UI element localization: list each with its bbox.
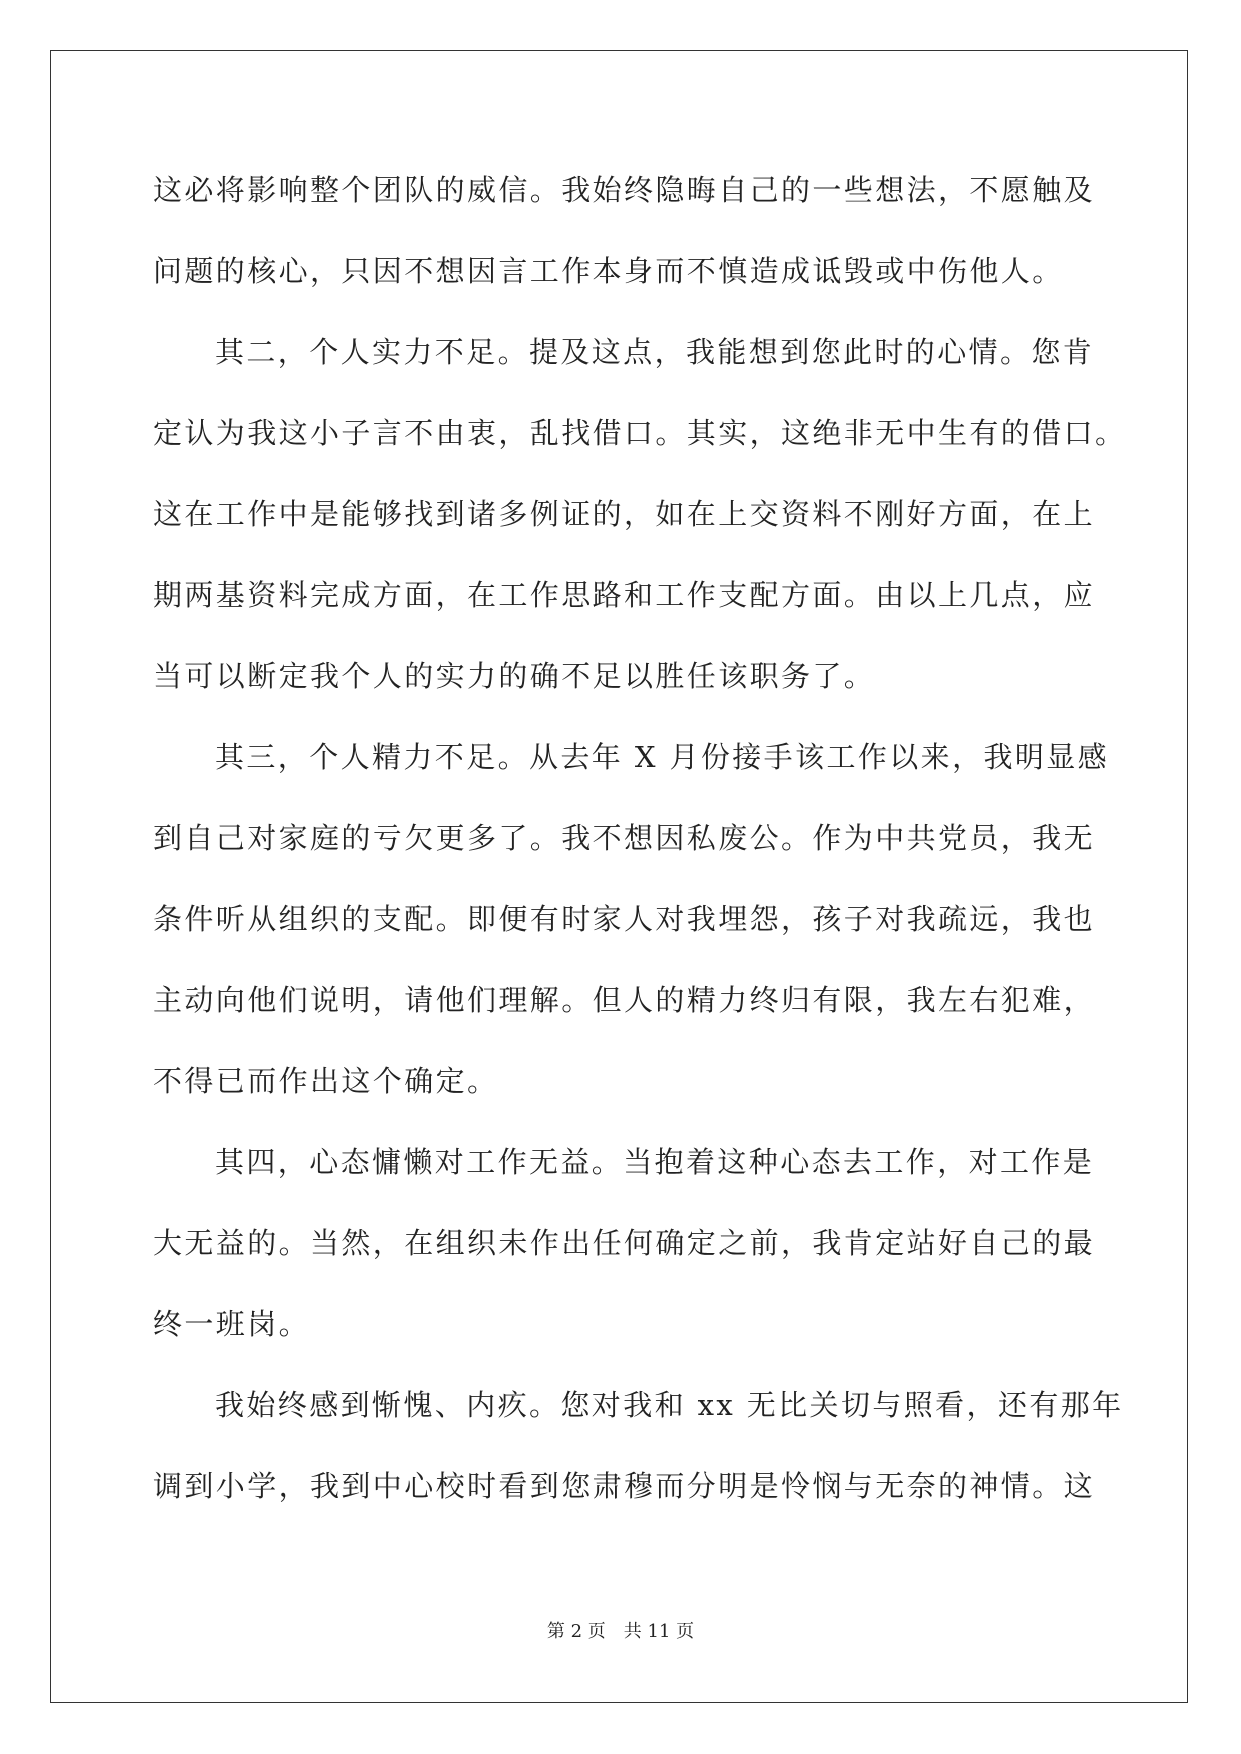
text-line: 大无益的。当然，在组织未作出任何确定之前，我肯定站好自己的最 <box>153 1226 1096 1260</box>
text-line: 调到小学，我到中心校时看到您肃穆而分明是怜悯与无奈的神情。这 <box>153 1469 1096 1503</box>
text-line: 终一班岗。 <box>153 1307 311 1341</box>
text-line: 这必将影响整个团队的威信。我始终隐晦自己的一些想法，不愿触及 <box>153 173 1096 207</box>
text-line: 条件听从组织的支配。即便有时家人对我埋怨，孩子对我疏远，我也 <box>153 902 1096 936</box>
text-line: 问题的核心，只因不想因言工作本身而不慎造成诋毁或中伤他人。 <box>153 254 1064 288</box>
text-line: 期两基资料完成方面，在工作思路和工作支配方面。由以上几点，应 <box>153 578 1096 612</box>
text-line: 定认为我这小子言不由衷，乱找借口。其实，这绝非无中生有的借口。 <box>153 416 1127 450</box>
text-line: 其二，个人实力不足。提及这点，我能想到您此时的心情。您肯 <box>215 335 1095 369</box>
text-line: 不得已而作出这个确定。 <box>153 1064 499 1098</box>
text-line: 当可以断定我个人的实力的确不足以胜任该职务了。 <box>153 659 876 693</box>
page-number-footer: 第 2 页 共 11 页 <box>546 1621 695 1642</box>
text-line: 我始终感到惭愧、内疚。您对我和 xx 无比关切与照看，还有那年 <box>215 1388 1124 1422</box>
text-line: 主动向他们说明，请他们理解。但人的精力终归有限，我左右犯难， <box>153 983 1096 1017</box>
text-line: 这在工作中是能够找到诸多例证的，如在上交资料不刚好方面，在上 <box>153 497 1096 531</box>
document-body <box>153 158 1127 1535</box>
text-line: 到自己对家庭的亏欠更多了。我不想因私废公。作为中共党员，我无 <box>153 821 1096 855</box>
text-line: 其四，心态慵懒对工作无益。当抱着这种心态去工作，对工作是 <box>215 1145 1095 1179</box>
text-line: 其三，个人精力不足。从去年 X 月份接手该工作以来，我明显感 <box>215 740 1110 774</box>
